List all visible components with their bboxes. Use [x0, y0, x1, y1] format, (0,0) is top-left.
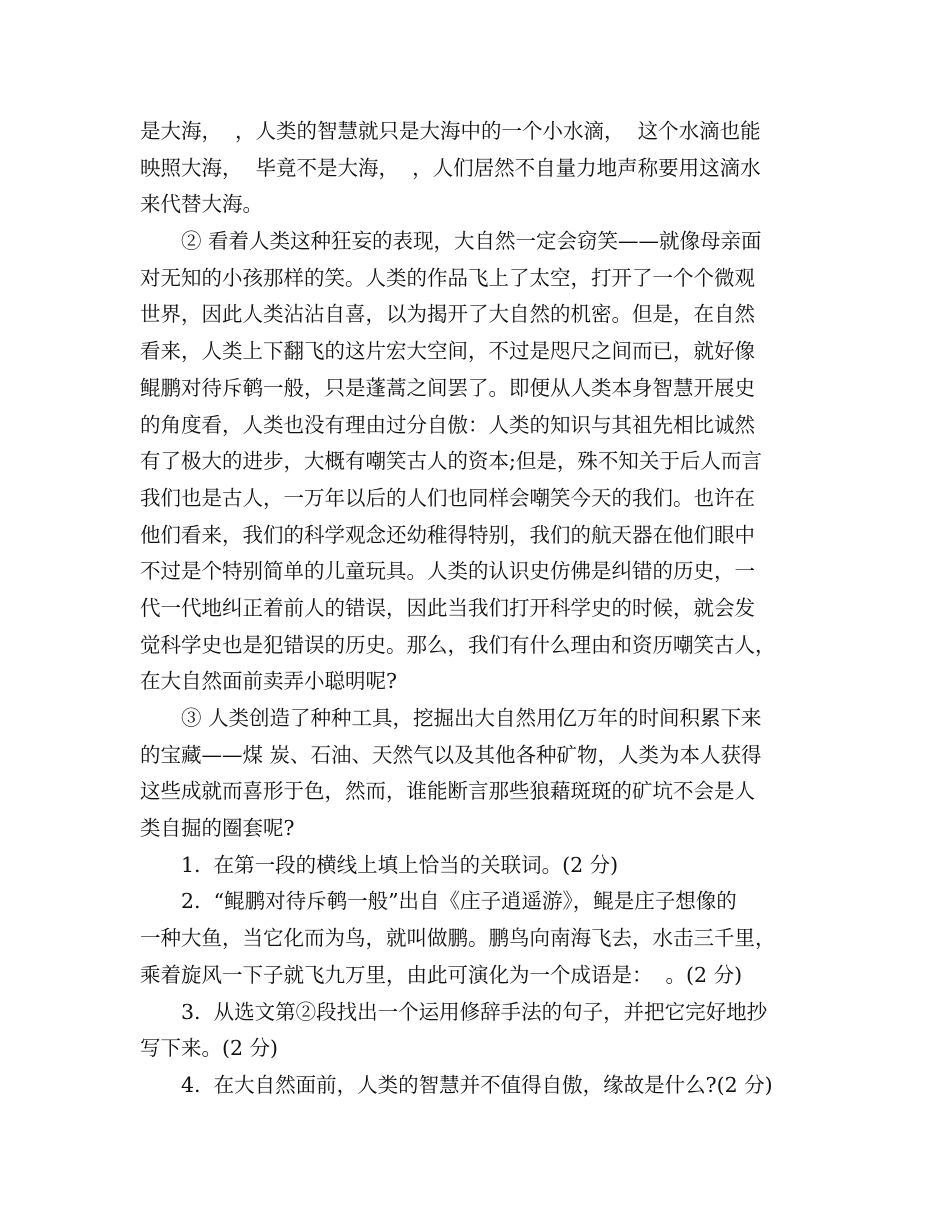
- text-line: 他们看来，我们的科学观念还幼稚得特别，我们的航天器在他们眼中: [140, 522, 755, 547]
- text-line: 4. 在大自然面前，人类的智慧并不值得自傲，缘故是什么?(2 分): [181, 1072, 773, 1097]
- text-line: ② 看着人类这种狂妄的表现，大自然一定会窃笑——就像母亲面: [181, 229, 762, 254]
- document-body: [140, 113, 830, 1104]
- text-line: 这些成就而喜形于色，然而，谁能断言那些狼藉斑斑的矿坑不会是人: [140, 779, 755, 804]
- text-line: 在大自然面前卖弄小聪明呢?: [140, 669, 397, 694]
- text-line: 的宝藏——煤 炭、石油、天然气以及其他各种矿物，人类为本人获得: [140, 742, 762, 767]
- text-line: 看来，人类上下翻飞的这片宏大空间，不过是咫尺之间而已，就好像: [140, 339, 755, 364]
- text-line: 类自掘的圈套呢?: [140, 816, 295, 841]
- text-line: 3. 从选文第②段找出一个运用修辞手法的句子，并把它完好地抄: [181, 999, 768, 1024]
- text-line: 乘着旋风一下子就飞九万里，由此可演化为一个成语是： 。(2 分): [140, 962, 743, 987]
- text-line: 世界，因此人类沾沾自喜，以为揭开了大自然的机密。但是，在自然: [140, 302, 755, 327]
- document-page: [140, 113, 830, 1104]
- text-line: 是大海， ，人类的智慧就只是大海中的一个小水滴， 这个水滴也能: [140, 119, 761, 143]
- text-line: 代一代地纠正着前人的错误，因此当我们打开科学史的时候，就会发: [140, 595, 755, 620]
- text-line: 写下来。(2 分): [140, 1036, 279, 1061]
- text-line: 映照大海， 毕竟不是大海， ，人们居然不自量力地声称要用这滴水: [140, 155, 761, 180]
- text-line: 1. 在第一段的横线上填上恰当的关联词。(2 分): [181, 852, 619, 877]
- text-line: 鲲鹏对待斥鹌一般，只是蓬蒿之间罢了。即便从人类本身智慧开展史: [140, 375, 755, 400]
- text-line: 觉科学史也是犯错误的历史。那么，我们有什么理由和资历嘲笑古人，: [140, 632, 776, 657]
- text-line: 对无知的小孩那样的笑。人类的作品飞上了太空，打开了一个个微观: [140, 265, 755, 290]
- text-line: 我们也是古人，一万年以后的人们也同样会嘲笑今天的我们。也许在: [140, 485, 755, 510]
- text-line: 的角度看，人类也没有理由过分自傲：人类的知识与其祖先相比诚然: [140, 412, 755, 437]
- text-line: 一种大鱼，当它化而为鸟，就叫做鹏。鹏鸟向南海飞去，水击三千里，: [140, 926, 776, 951]
- text-line: 来代替大海。: [140, 192, 263, 217]
- text-line: 不过是个特别简单的儿童玩具。人类的认识史仿佛是纠错的历史，一: [140, 559, 755, 584]
- text-line: 有了极大的进步，大概有嘲笑古人的资本;但是，殊不知关于后人而言: [140, 449, 762, 474]
- text-line: ③ 人类创造了种种工具，挖掘出大自然用亿万年的时间积累下来: [181, 706, 762, 730]
- text-line: 2. “鲲鹏对待斥鹌一般”出自《庄子逍遥游》，鲲是庄子想像的: [181, 889, 737, 914]
